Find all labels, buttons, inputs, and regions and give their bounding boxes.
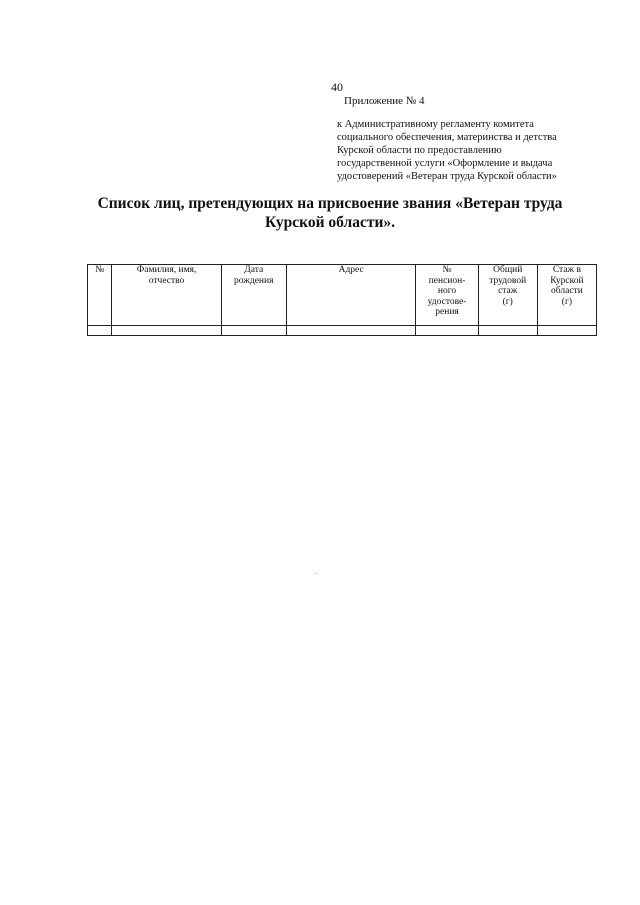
header-line: (г) xyxy=(502,296,513,307)
column-header-number xyxy=(88,265,112,326)
column-header-pension-certificate xyxy=(416,265,478,326)
appendix-title: Приложение № 4 xyxy=(344,95,425,107)
column-header-address xyxy=(286,265,416,326)
header-line: Общий xyxy=(493,265,523,275)
appendix-desc-line: государственной услуги «Оформление и выдача xyxy=(337,158,553,169)
column-header-total-work-experience xyxy=(478,265,537,326)
column-header-regional-work-experience xyxy=(537,265,596,326)
table-cell xyxy=(416,326,478,336)
persons-list-table xyxy=(87,264,597,336)
header-line: рения xyxy=(435,307,459,317)
appendix-description xyxy=(337,118,597,183)
table-header-row xyxy=(88,265,597,326)
table-cell xyxy=(478,326,537,336)
table-cell xyxy=(537,326,596,336)
header-line: области xyxy=(551,286,583,296)
header-line: Стаж в xyxy=(552,265,581,275)
document-title-line: Список лиц, претендующих на присвоение звания «Ветеран труда xyxy=(97,195,563,212)
header-line: ного xyxy=(437,286,457,296)
header-line: стаж xyxy=(498,286,518,296)
table-row xyxy=(88,326,597,336)
header-line: удостове- xyxy=(427,296,467,307)
header-line: трудовой xyxy=(489,275,527,286)
column-header-full-name xyxy=(112,265,221,326)
header-line: Дата xyxy=(244,265,264,275)
header-line: (г) xyxy=(561,296,573,307)
scan-speck xyxy=(315,573,316,574)
header-line: Адрес xyxy=(338,265,364,275)
header-line: пенсион- xyxy=(428,275,466,286)
table-cell xyxy=(221,326,286,336)
appendix-desc-line: удостоверений «Ветеран труда Курской области» xyxy=(337,171,557,182)
header-line: Фамилия, имя, xyxy=(136,265,197,275)
document-title-line: Курской области». xyxy=(265,214,395,231)
column-header-birth-date xyxy=(221,265,286,326)
header-line: рождения xyxy=(234,275,274,286)
appendix-desc-line: к Административному регламенту комитета xyxy=(337,119,534,130)
document-title xyxy=(60,194,600,232)
appendix-desc-line: социального обеспечения, материнства и детства xyxy=(337,132,557,143)
table-cell xyxy=(286,326,416,336)
header-line: отчество xyxy=(148,275,185,286)
page-number: 40 xyxy=(331,80,343,94)
appendix-desc-line: Курской области по предоставлению xyxy=(337,145,502,156)
table-cell xyxy=(88,326,112,336)
table-cell xyxy=(112,326,221,336)
header-line: № xyxy=(442,265,452,275)
header-line: Курской xyxy=(550,275,584,286)
header-line: № xyxy=(95,265,105,275)
